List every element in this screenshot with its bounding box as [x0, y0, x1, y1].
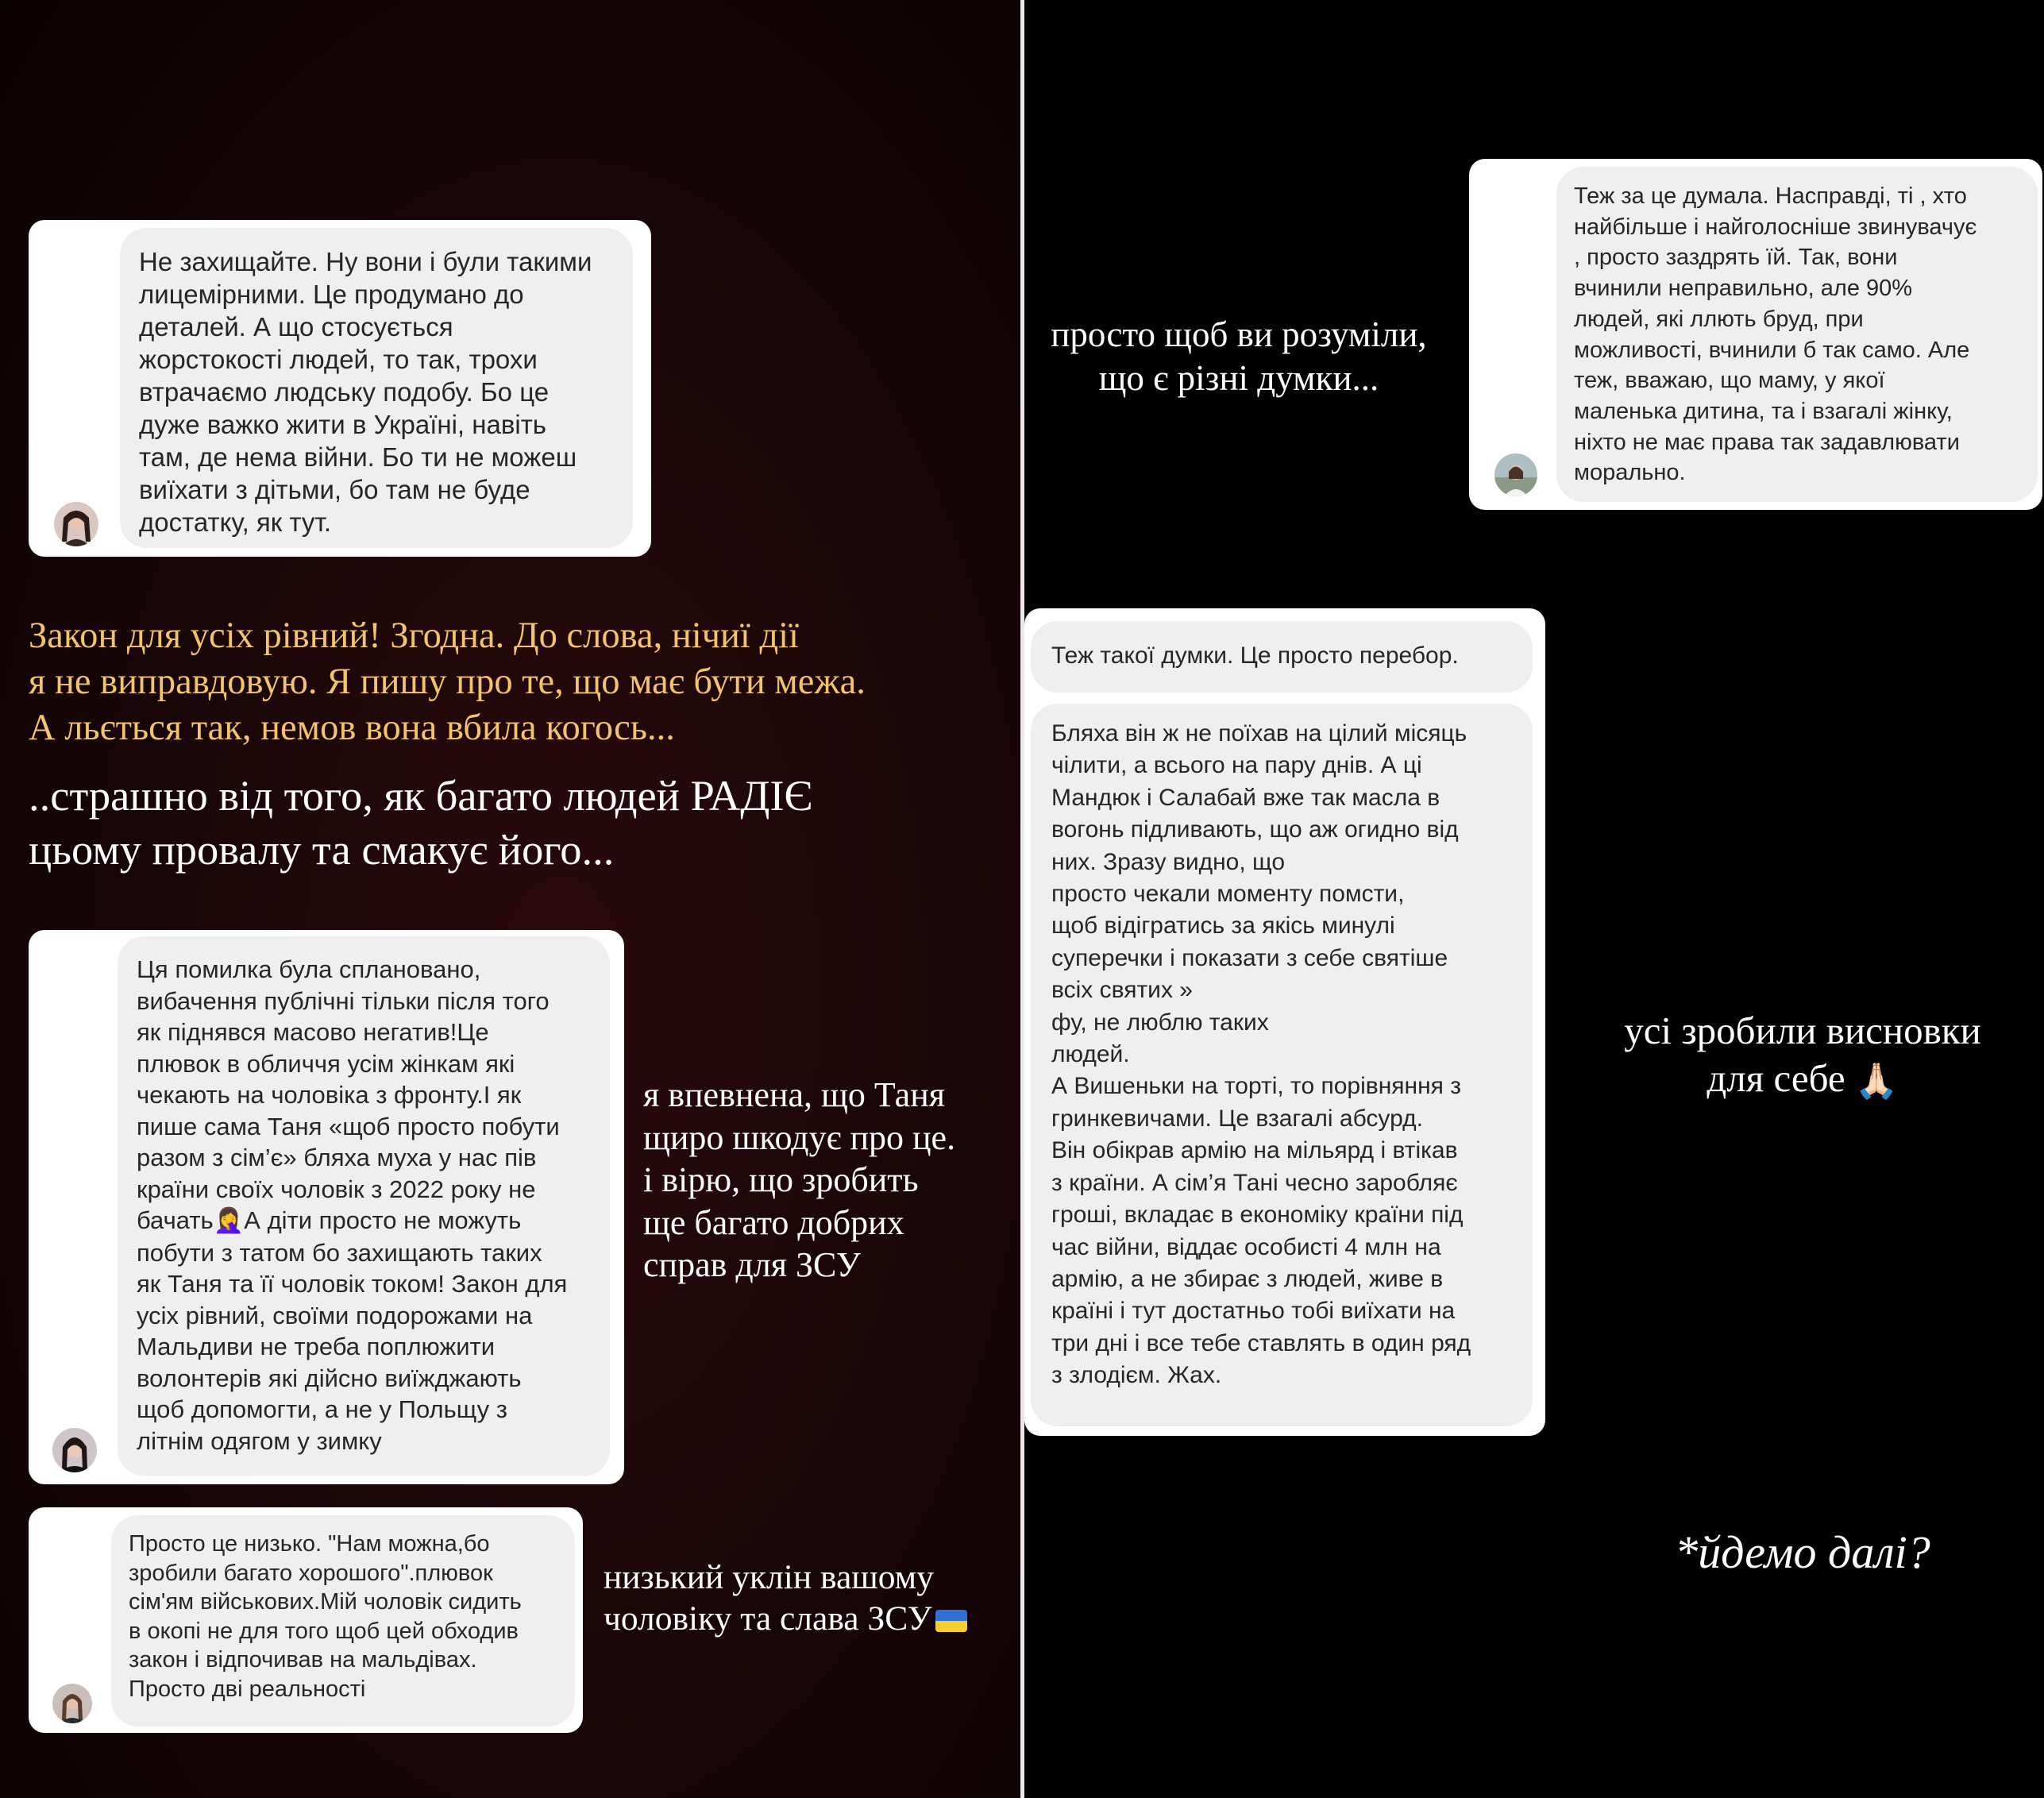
- message-bubble-short: Теж такої думки. Це просто перебор.: [1031, 621, 1533, 693]
- caption-conclusion-text: усі зробили висновки для себе: [1624, 1009, 1981, 1100]
- message-bubble: [118, 936, 610, 1476]
- caption-top: просто щоб ви розуміли, що є різні думки...: [1051, 314, 1427, 398]
- caption-conclusion: [1564, 1007, 2041, 1105]
- woman-facepalming-icon: 🤦‍♀️: [213, 1206, 245, 1235]
- user-avatar-2: [52, 1428, 97, 1472]
- message-text-part-2: А діти просто не можуть побути з татом бо захищають таких як Таня та її чоловік током! Закон для усіх рівний, своїми подорожами на Мальдиви не треба поплюжити волонтерів які дійсно виїжджають щоб допомогти, а не у Польщу з літнім одягом у зимку: [137, 1206, 568, 1455]
- message-bubble: Теж за це думала. Насправді, ті , хто найбільше і найголосніше звинувачує , просто заздрять їй. Так, вони вчинили неправильно, але 90% людей, які ллють бруд, при можливості, вчинили б так само. Але теж, вважаю, що маму, у якої маленька дитина, та і взагалі жінку, ніхто не має права так задавлювати морально.: [1556, 167, 2038, 502]
- message-bubble: Не захищайте. Ну вони і були такими лицемірними. Це продумано до деталей. А що стосується жорстокості людей, то так, трохи втрачаємо людську подобу. Бо це дуже важко жити в Україні, навіть там, де нема війни. Бо ти не можеш виїхати з дітьми, бо там не буде достатку, як тут.: [120, 228, 633, 548]
- user-avatar-4: [1494, 453, 1537, 496]
- message-card-1: [29, 220, 651, 557]
- message-bubble-long: Бляха він ж не поїхав на цілий місяць чілити, а всього на пару днів. А ці Мандюк і Салабай вже так масла в вогонь підливають, що аж огидно від них. Зразу видно, що просто чекали моменту помсти, щоб відігратись за якісь минулі суперечки і показати з себе святіше всіх святих » фу, не люблю таких людей. А Вишеньки на торті, то порівняння з гринкевичами. Це взагалі абсурд. Він обікрав армію на мільярд і втікав з країни. А сім’я Тані чесно заробляє гроші, вкладає в економіку країни під час війни, віддає особисті 4 млн на армію, а не збирає з людей, живе в країні і тут достатньо тобі виїхати на три дні і все тебе ставлять в один ряд з злодієм. Жах.: [1031, 704, 1533, 1426]
- caption-card3-text: низький уклін вашому чоловіку та слава ЗСУ: [604, 1558, 934, 1638]
- message-text-part-1: Ця помилка була сплановано, вибачення публічні тільки після того як піднявся масово негатив!Це плювок в обличчя усім жінкам які чекають на чоловіка з фронту.І як пише сама Таня «щоб просто побути разом з сім’є» бляха муха у нас пів країни своїх чоловік з 2022 року не бачать: [137, 955, 560, 1234]
- ukraine-flag-icon: [935, 1610, 967, 1632]
- folded-hands-icon: 🙏🏻: [1854, 1061, 1899, 1102]
- caption-bottom: *йдемо далі?: [1675, 1526, 1930, 1578]
- user-avatar-3: [52, 1684, 92, 1723]
- message-bubble: Просто це низько. "Нам можна,бо зробили багато хорошого".плювок сім'ям військових.Мій чоловік сидить в окопі не для того щоб цей обходив закон і відпочивав на мальдівах. Просто дві реальності: [111, 1515, 575, 1727]
- left-story-panel: [0, 0, 1020, 1798]
- caption-yellow: Закон для усіх рівний! Згодна. До слова, нічиї дії я не виправдовую. Я пишу про те, що має бути межа. А льється так, немов вона вбила когось...: [29, 615, 866, 748]
- message-card-2: [29, 930, 624, 1484]
- message-card-4: [1469, 159, 2042, 510]
- message-card-3: [29, 1507, 583, 1733]
- message-card-5: [1024, 608, 1545, 1436]
- caption-white: ..страшно від того, як багато людей РАДІЄ цьому провалу та смакує його...: [29, 771, 813, 874]
- user-avatar-1: [54, 502, 98, 546]
- caption-card2: я впевнена, що Таня щиро шкодує про це. і вірю, що зробить ще багато добрих справ для ЗСУ: [643, 1075, 956, 1284]
- caption-card3: [604, 1557, 1018, 1639]
